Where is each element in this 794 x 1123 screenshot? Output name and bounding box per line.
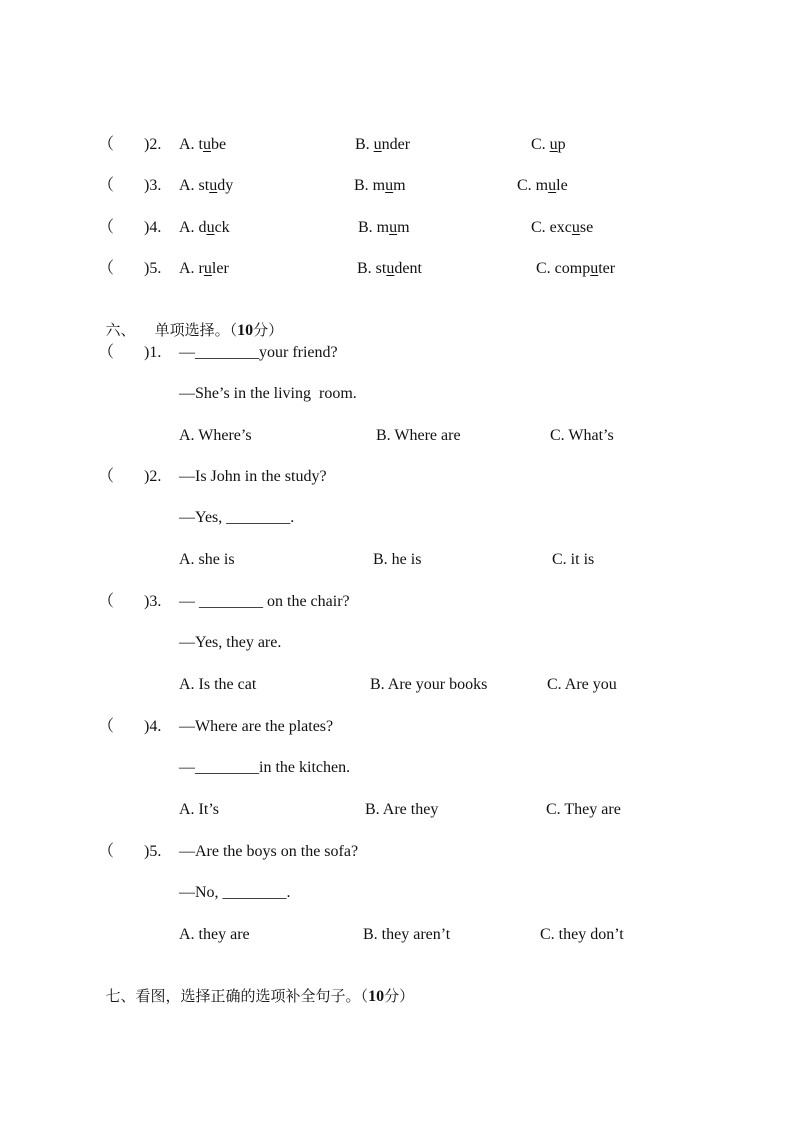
section-6-title: 单项选择。（ [154,321,238,339]
option-text: A. r [179,260,204,277]
underlined-letter: u [389,219,398,236]
paren-open: （ [98,843,115,860]
option-a[interactable] [179,176,233,196]
option-a[interactable] [179,218,230,238]
option-text: m [397,219,410,236]
underlined-letter: u [571,219,580,236]
paren-open: （ [98,718,115,735]
paren-open: （ [98,177,115,194]
option-a[interactable]: A. It’s [179,801,219,818]
item-number: )5. [144,843,162,860]
paren-open: （ [98,136,115,153]
option-b[interactable]: B. he is [373,551,422,568]
option-b[interactable]: B. Are they [365,801,439,818]
option-text: se [579,219,594,236]
underlined-letter: u [373,136,382,153]
underlined-letter: u [548,177,557,194]
paren-open: （ [98,468,115,485]
question-text: —Are the boys on the sofa? [179,843,359,860]
response-text: —No, ________. [179,884,291,901]
section-7-score: 10 [368,988,385,1005]
section-6-heading [96,300,283,341]
section-7-heading [96,966,414,1007]
section-6-unit: 分） [253,321,284,339]
option-c[interactable]: C. Are you [547,676,617,693]
option-text: C. [531,136,550,153]
question-text: —Where are the plates? [179,718,334,735]
item-number: )5. [144,260,162,277]
underlined-letter: u [590,260,599,277]
option-text: C. m [517,177,549,194]
paren-open: （ [98,593,115,610]
question-text: — ________ on the chair? [179,593,350,610]
option-b[interactable] [357,259,422,279]
option-b[interactable] [358,218,410,238]
option-text: A. t [179,136,203,153]
item-number: )1. [144,344,162,361]
option-text: B. st [357,260,387,277]
option-a[interactable] [179,135,226,155]
underlined-letter: u [206,219,215,236]
option-b[interactable]: B. Are your books [370,676,488,693]
option-text: ter [598,260,616,277]
section-6-score: 10 [237,322,254,339]
option-text: nder [381,136,411,153]
option-a[interactable] [179,259,229,279]
item-number: )2. [144,136,162,153]
option-text: dy [217,177,234,194]
response-text: —Yes, they are. [179,634,282,651]
underlined-letter: u [203,260,212,277]
option-c[interactable]: C. What’s [550,427,614,444]
option-c[interactable]: C. it is [552,551,595,568]
underlined-letter: u [385,177,394,194]
option-text: A. st [179,177,210,194]
option-text: le [556,177,568,194]
question-text: —________your friend? [179,344,338,361]
option-text: ler [211,260,229,277]
underlined-letter: u [549,136,558,153]
item-number: )4. [144,219,162,236]
option-c[interactable] [531,218,593,238]
option-text: A. d [179,219,207,236]
paren-open: （ [98,260,115,277]
option-a[interactable]: A. Where’s [179,427,252,444]
option-c[interactable] [531,135,566,155]
option-text: dent [394,260,422,277]
option-b[interactable]: B. Where are [376,427,461,444]
option-b[interactable] [354,176,406,196]
option-text: C. comp [536,260,591,277]
option-c[interactable] [536,259,615,279]
option-text: be [211,136,227,153]
underlined-letter: u [209,177,218,194]
section-7-title: 七、看图，选择正确的选项补全句子。（ [105,987,369,1005]
underlined-letter: u [386,260,395,277]
item-number: )2. [144,468,162,485]
option-text: C. exc [531,219,572,236]
option-a[interactable]: A. they are [179,926,250,943]
response-text: —She’s in the living room. [179,385,357,402]
section-7-unit: 分） [384,987,415,1005]
item-number: )4. [144,718,162,735]
item-number: )3. [144,177,162,194]
option-c[interactable]: C. They are [546,801,621,818]
response-text: —________in the kitchen. [179,759,351,776]
option-c[interactable]: C. they don’t [540,926,624,943]
option-text: B. m [354,177,386,194]
question-text: —Is John in the study? [179,468,327,485]
option-text: ck [214,219,230,236]
response-text: —Yes, ________. [179,509,295,526]
option-a[interactable]: A. Is the cat [179,676,257,693]
paren-open: （ [98,219,115,236]
option-c[interactable] [517,176,568,196]
option-text: p [557,136,566,153]
option-b[interactable] [355,135,410,155]
option-text: B. [355,136,374,153]
option-text: B. m [358,219,390,236]
option-text: m [393,177,406,194]
option-b[interactable]: B. they aren’t [363,926,451,943]
underlined-letter: u [203,136,211,153]
option-a[interactable]: A. she is [179,551,235,568]
item-number: )3. [144,593,162,610]
section-6-number: 六、 [105,321,136,339]
paren-open: （ [98,344,115,361]
